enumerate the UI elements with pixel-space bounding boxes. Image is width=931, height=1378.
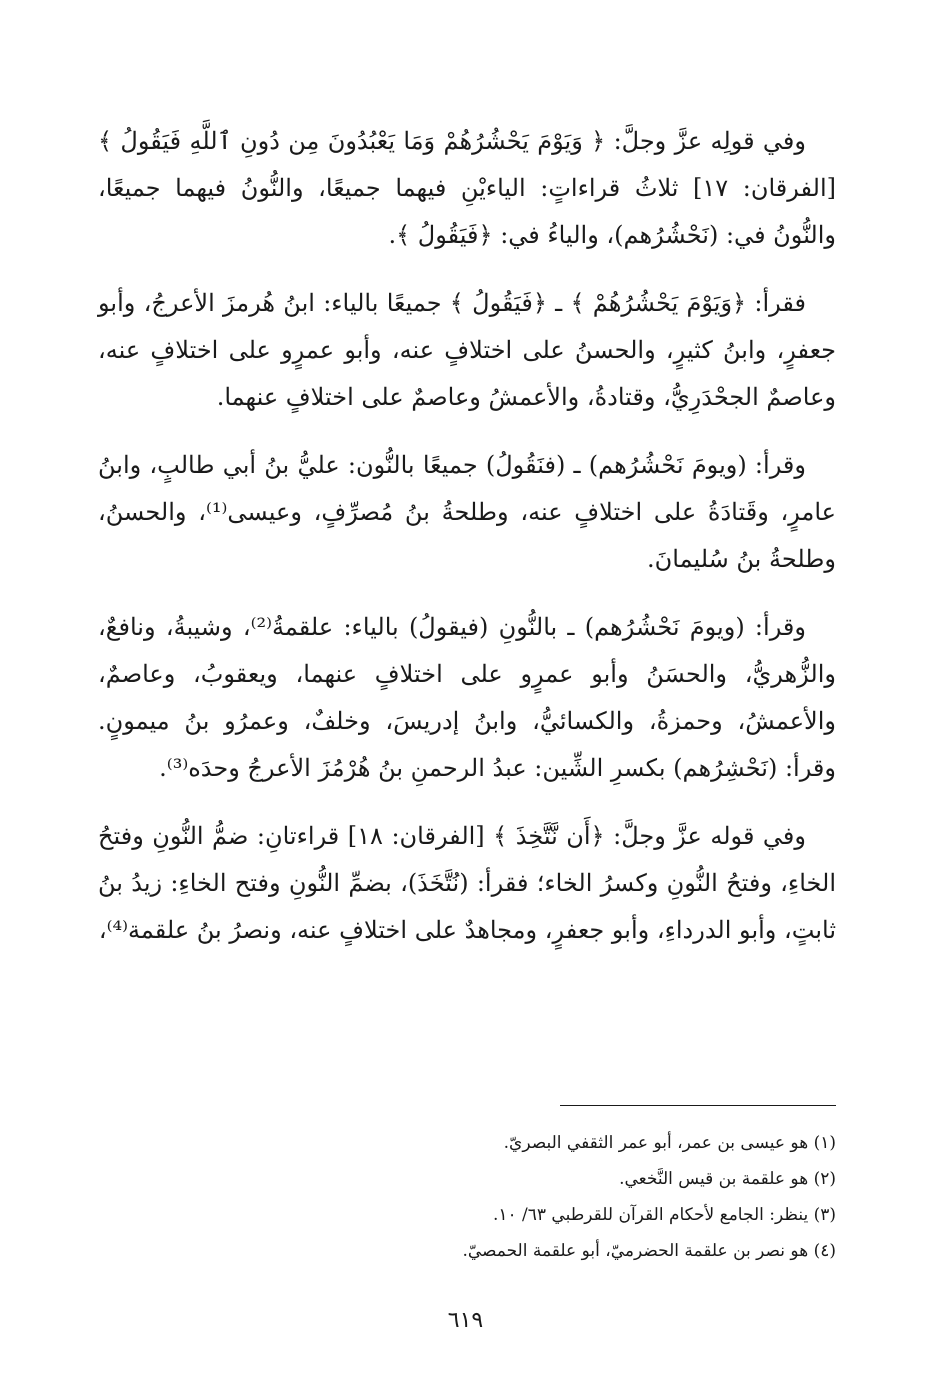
- main-text: [98, 118, 836, 975]
- footnotes: [98, 1125, 836, 1269]
- paragraph-2: فقرأ: ﴿وَيَوْمَ يَحْشُرُهُمْ ﴾ ـ ﴿فَيَقُولُ ﴾ جميعًا بالياء: ابنُ هُرمزَ الأعرجُ، وأبو جعفرٍ، وابنُ كثيرٍ، والحسنُ على اختلافٍ عنه، وأبو عمرٍو على اختلافٍ عنه، وعاصمٌ الجحْدَرِيُّ، وقتادةُ، والأعمشُ وعاصمٌ على اختلافٍ عنهما.: [98, 289, 836, 411]
- footnote-4: (٤) هو نصر بن علقمة الحضرميّ، أبو علقمة الحمصيّ.: [462, 1241, 836, 1261]
- paragraph-5: وفي قوله عزَّ وجلَّ: ﴿أَن نَّتَّخِذَ ﴾ [الفرقان: ١٨] قراءتانِ: ضمُّ النُّونِ وفتحُ الخاءِ، وفتحُ النُّونِ وكسرُ الخاء؛ فقرأ: (نُتَّخَذَ)، بضمِّ النُّونِ وفتح الخاءِ: زيدُ بنُ ثابتٍ، وأبو الدرداءِ، وأبو جعفرٍ، ومجاهدٌ على اختلافٍ عنه، ونصرُ بنُ علقمة⁽⁴⁾،: [98, 822, 836, 944]
- paragraph-3: وقرأ: (ويومَ نَحْشُرُهم) ـ (فنَقُولُ) جميعًا بالنُّون: عليُّ بنُ أبي طالبٍ، وابنُ عامرٍ، وقَتادَةُ على اختلافٍ عنه، وطلحةُ بنُ مُصرِّفٍ، وعيسى⁽¹⁾، والحسنُ، وطلحةُ بنُ سُليمانَ.: [98, 451, 836, 573]
- footnote-3: (٣) ينظر: الجامع لأحكام القرآن للقرطبي ٦٣/ ١٠.: [492, 1205, 836, 1225]
- footnote-divider: [560, 1105, 836, 1106]
- footnote-2: (٢) هو علقمة بن قيس النَّخعي.: [619, 1169, 836, 1189]
- footnote-1: (١) هو عيسى بن عمر، أبو عمر الثقفي البصريّ.: [503, 1133, 836, 1153]
- page-number: ٦١٩: [447, 1308, 484, 1333]
- paragraph-1: وفي قولِه عزَّ وجلَّ: ﴿ وَيَوْمَ يَحْشُرُهُمْ وَمَا يَعْبُدُونَ مِن دُونِ ٱللَّهِ فَيَقُولُ ﴾ [الفرقان: ١٧] ثلاثُ قراءاتٍ: الياءيْنِ فيهما جميعًا، والنُّونُ فيهما جميعًا، والنُّونُ في: (نَحْشُرُهم)، والياءُ في: ﴿فَيَقُولُ ﴾.: [98, 127, 836, 249]
- paragraph-4: وقرأ: (ويومَ نَحْشُرُهم) ـ بالنُّونِ (فيقولُ) بالياء: علقمةُ⁽²⁾، وشيبةُ، ونافعٌ، والزُّهريُّ، والحسَنُ وأبو عمرٍو على اختلافٍ عنهما، ويعقوبُ، وعاصمٌ، والأعمشُ، وحمزةُ، والكسائيُّ، وابنُ إدريسَ، وخلفٌ، وعمرُو بنُ ميمونٍ. وقرأ: (نَحْشِرُهم) بكسرِ الشِّين: عبدُ الرحمنِ بنُ هُرْمُزَ الأعرجُ وحدَه⁽³⁾.: [98, 613, 836, 782]
